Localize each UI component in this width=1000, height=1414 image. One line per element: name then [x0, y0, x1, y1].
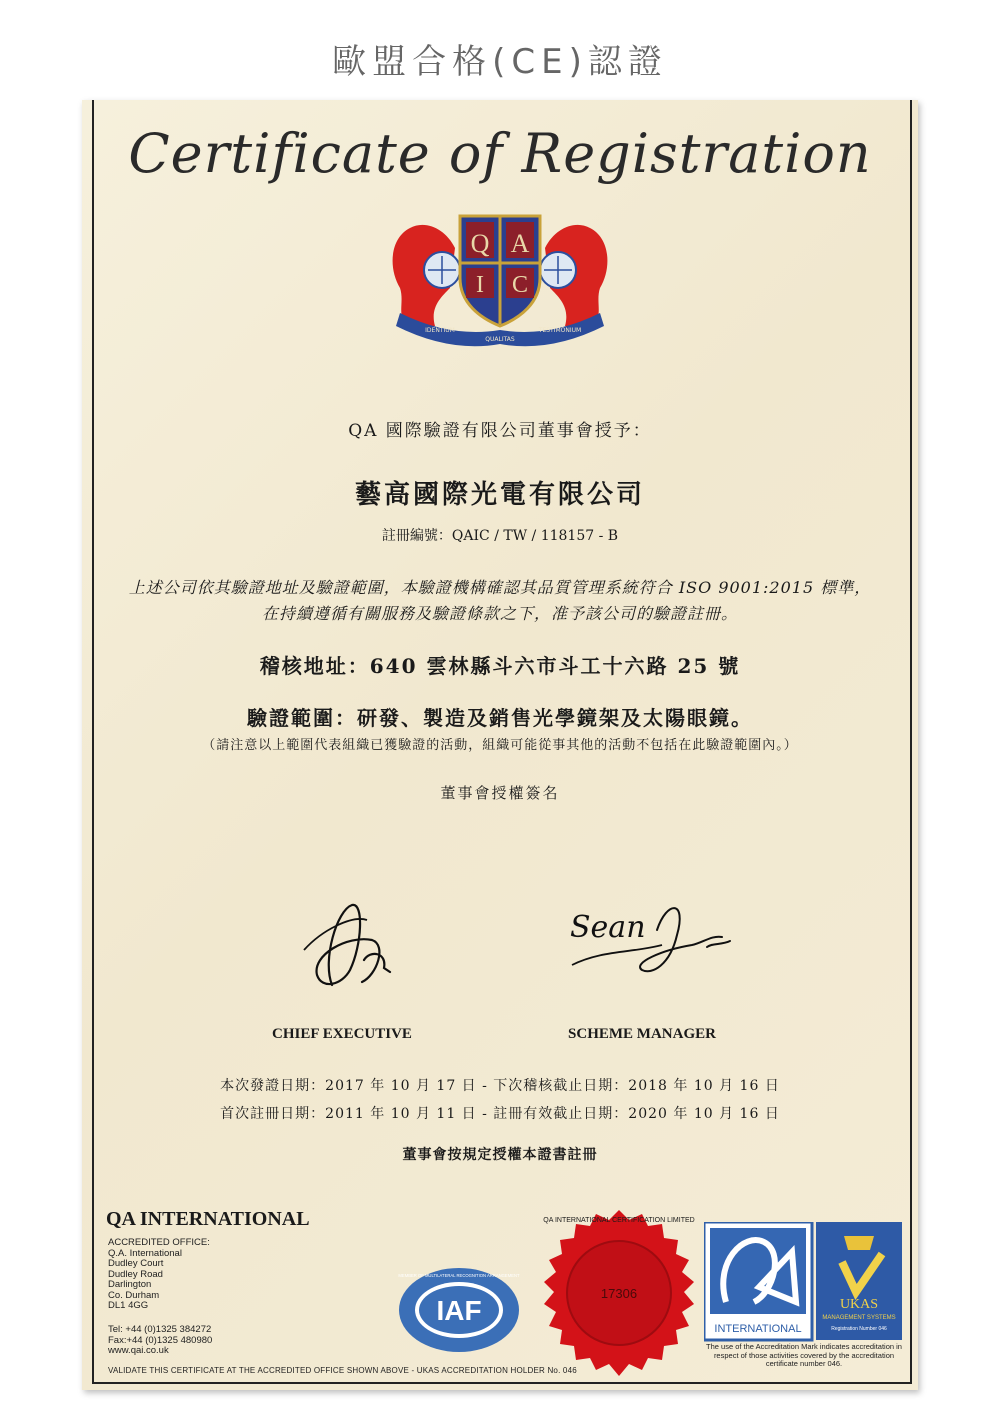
ukas-sub: MANAGEMENT SYSTEMS — [822, 1315, 896, 1321]
red-wax-seal — [534, 1208, 704, 1378]
ukas-label: UKAS — [839, 1297, 879, 1312]
crest-ribbon-center: QUALITAS — [485, 336, 515, 343]
company-name: 藝高國際光電有限公司 — [354, 480, 645, 510]
iaf-badge — [397, 1265, 522, 1355]
chief-executive-label: CHIEF EXECUTIVE — [272, 1026, 412, 1042]
issuer-name: QA INTERNATIONAL — [106, 1208, 310, 1230]
office-line: DL1 4GG — [108, 1300, 149, 1311]
chief-executive-signature — [292, 890, 412, 1000]
office-line: ACCREDITED OFFICE: — [108, 1237, 210, 1248]
seal-ring-text: QA INTERNATIONAL CERTIFICATION LIMITED — [543, 1217, 695, 1224]
page-heading: 歐盟合格(CE)認證 — [332, 42, 668, 82]
registration-number: 註冊編號：QAIC / TW / 118157 - B — [381, 528, 619, 544]
audit-address: 稽核地址：640 雲林縣斗六市斗工十六路 25 號 — [259, 654, 741, 678]
certification-scope: 驗證範圍：研發、製造及銷售光學鏡架及太陽眼鏡。 — [247, 706, 753, 730]
office-line: Darlington — [108, 1279, 152, 1290]
scheme-manager-label: SCHEME MANAGER — [568, 1026, 716, 1042]
accreditation-mark-note: The use of the Accreditation Mark indicates accreditation in respect of those activities covered by the accreditation certificate number 046. — [706, 1342, 902, 1368]
ukas-reg: Registration Number 046 — [831, 1326, 887, 1332]
crest-letter-i: I — [476, 272, 484, 298]
statement-line-1: 上述公司依其驗證地址及驗證範圍，本驗證機構確認其品質管理系統符合 ISO 9001:2015 標準， — [128, 578, 872, 597]
qa-logo-label: INTERNATIONAL — [714, 1323, 802, 1335]
grantor-line: QA 國際驗證有限公司董事會授予： — [348, 421, 652, 441]
crest-letter-c: C — [511, 272, 529, 298]
crest-letter-a: A — [510, 229, 530, 258]
phone-line: Tel: +44 (0)1325 384272 — [108, 1324, 212, 1335]
seal-number: 17306 — [600, 1286, 638, 1301]
qa-ukas-accreditation-mark — [704, 1222, 904, 1342]
crest-ribbon-right: TESTIMONIUM — [538, 327, 582, 334]
certificate-dates — [82, 1072, 918, 1128]
scheme-manager-signature — [562, 895, 742, 985]
office-line: Q.A. International — [108, 1247, 182, 1259]
scope-note: （請注意以上範圍代表組織已獲驗證的活動，組織可能從事其他的活動不包括在此驗證範圍內。） — [202, 738, 798, 753]
office-line: Co. Durham — [108, 1289, 160, 1301]
validation-footer: VALIDATE THIS CERTIFICATE AT THE ACCREDITED OFFICE SHOWN ABOVE - UKAS ACCREDITATION HOLDER No. 046 — [108, 1366, 577, 1375]
certificate — [82, 100, 918, 1390]
certificate-title: Certificate of Registration — [128, 122, 872, 185]
board-authorization-note: 董事會按規定授權本證書註冊 — [402, 1147, 598, 1163]
compliance-statement — [82, 575, 918, 627]
iaf-label: IAF — [436, 1295, 482, 1326]
fax-line: Fax:+44 (0)1325 480980 — [108, 1334, 213, 1346]
office-line: Dudley Road — [108, 1268, 163, 1280]
iaf-ring-text: MEMBER OF MULTILATERAL RECOGNITION ARRANGEMENT — [398, 1273, 520, 1278]
crest-ribbon-left: IDENTIUM — [425, 327, 455, 334]
website-line: www.qai.co.uk — [108, 1345, 169, 1356]
svg-text:Sean: Sean — [570, 910, 646, 945]
crest-letter-q: Q — [470, 229, 490, 258]
registration-dates-line: 首次註冊日期：2011 年 10 月 11 日 - 註冊有效截止日期：2020 年 10 月 16 日 — [220, 1106, 780, 1122]
qaic-crest-logo — [380, 208, 620, 353]
office-line: Dudley Court — [108, 1258, 164, 1269]
accredited-office-address — [108, 1238, 210, 1312]
issuer-contact — [108, 1325, 212, 1357]
statement-line-2: 在持續遵循有關服務及驗證條款之下，准予該公司的驗證註冊。 — [261, 604, 738, 623]
authorized-signature-label: 董事會授權簽名 — [440, 784, 560, 802]
issue-dates-line: 本次發證日期：2017 年 10 月 17 日 - 下次稽核截止日期：2018 年 10 月 16 日 — [220, 1078, 780, 1094]
